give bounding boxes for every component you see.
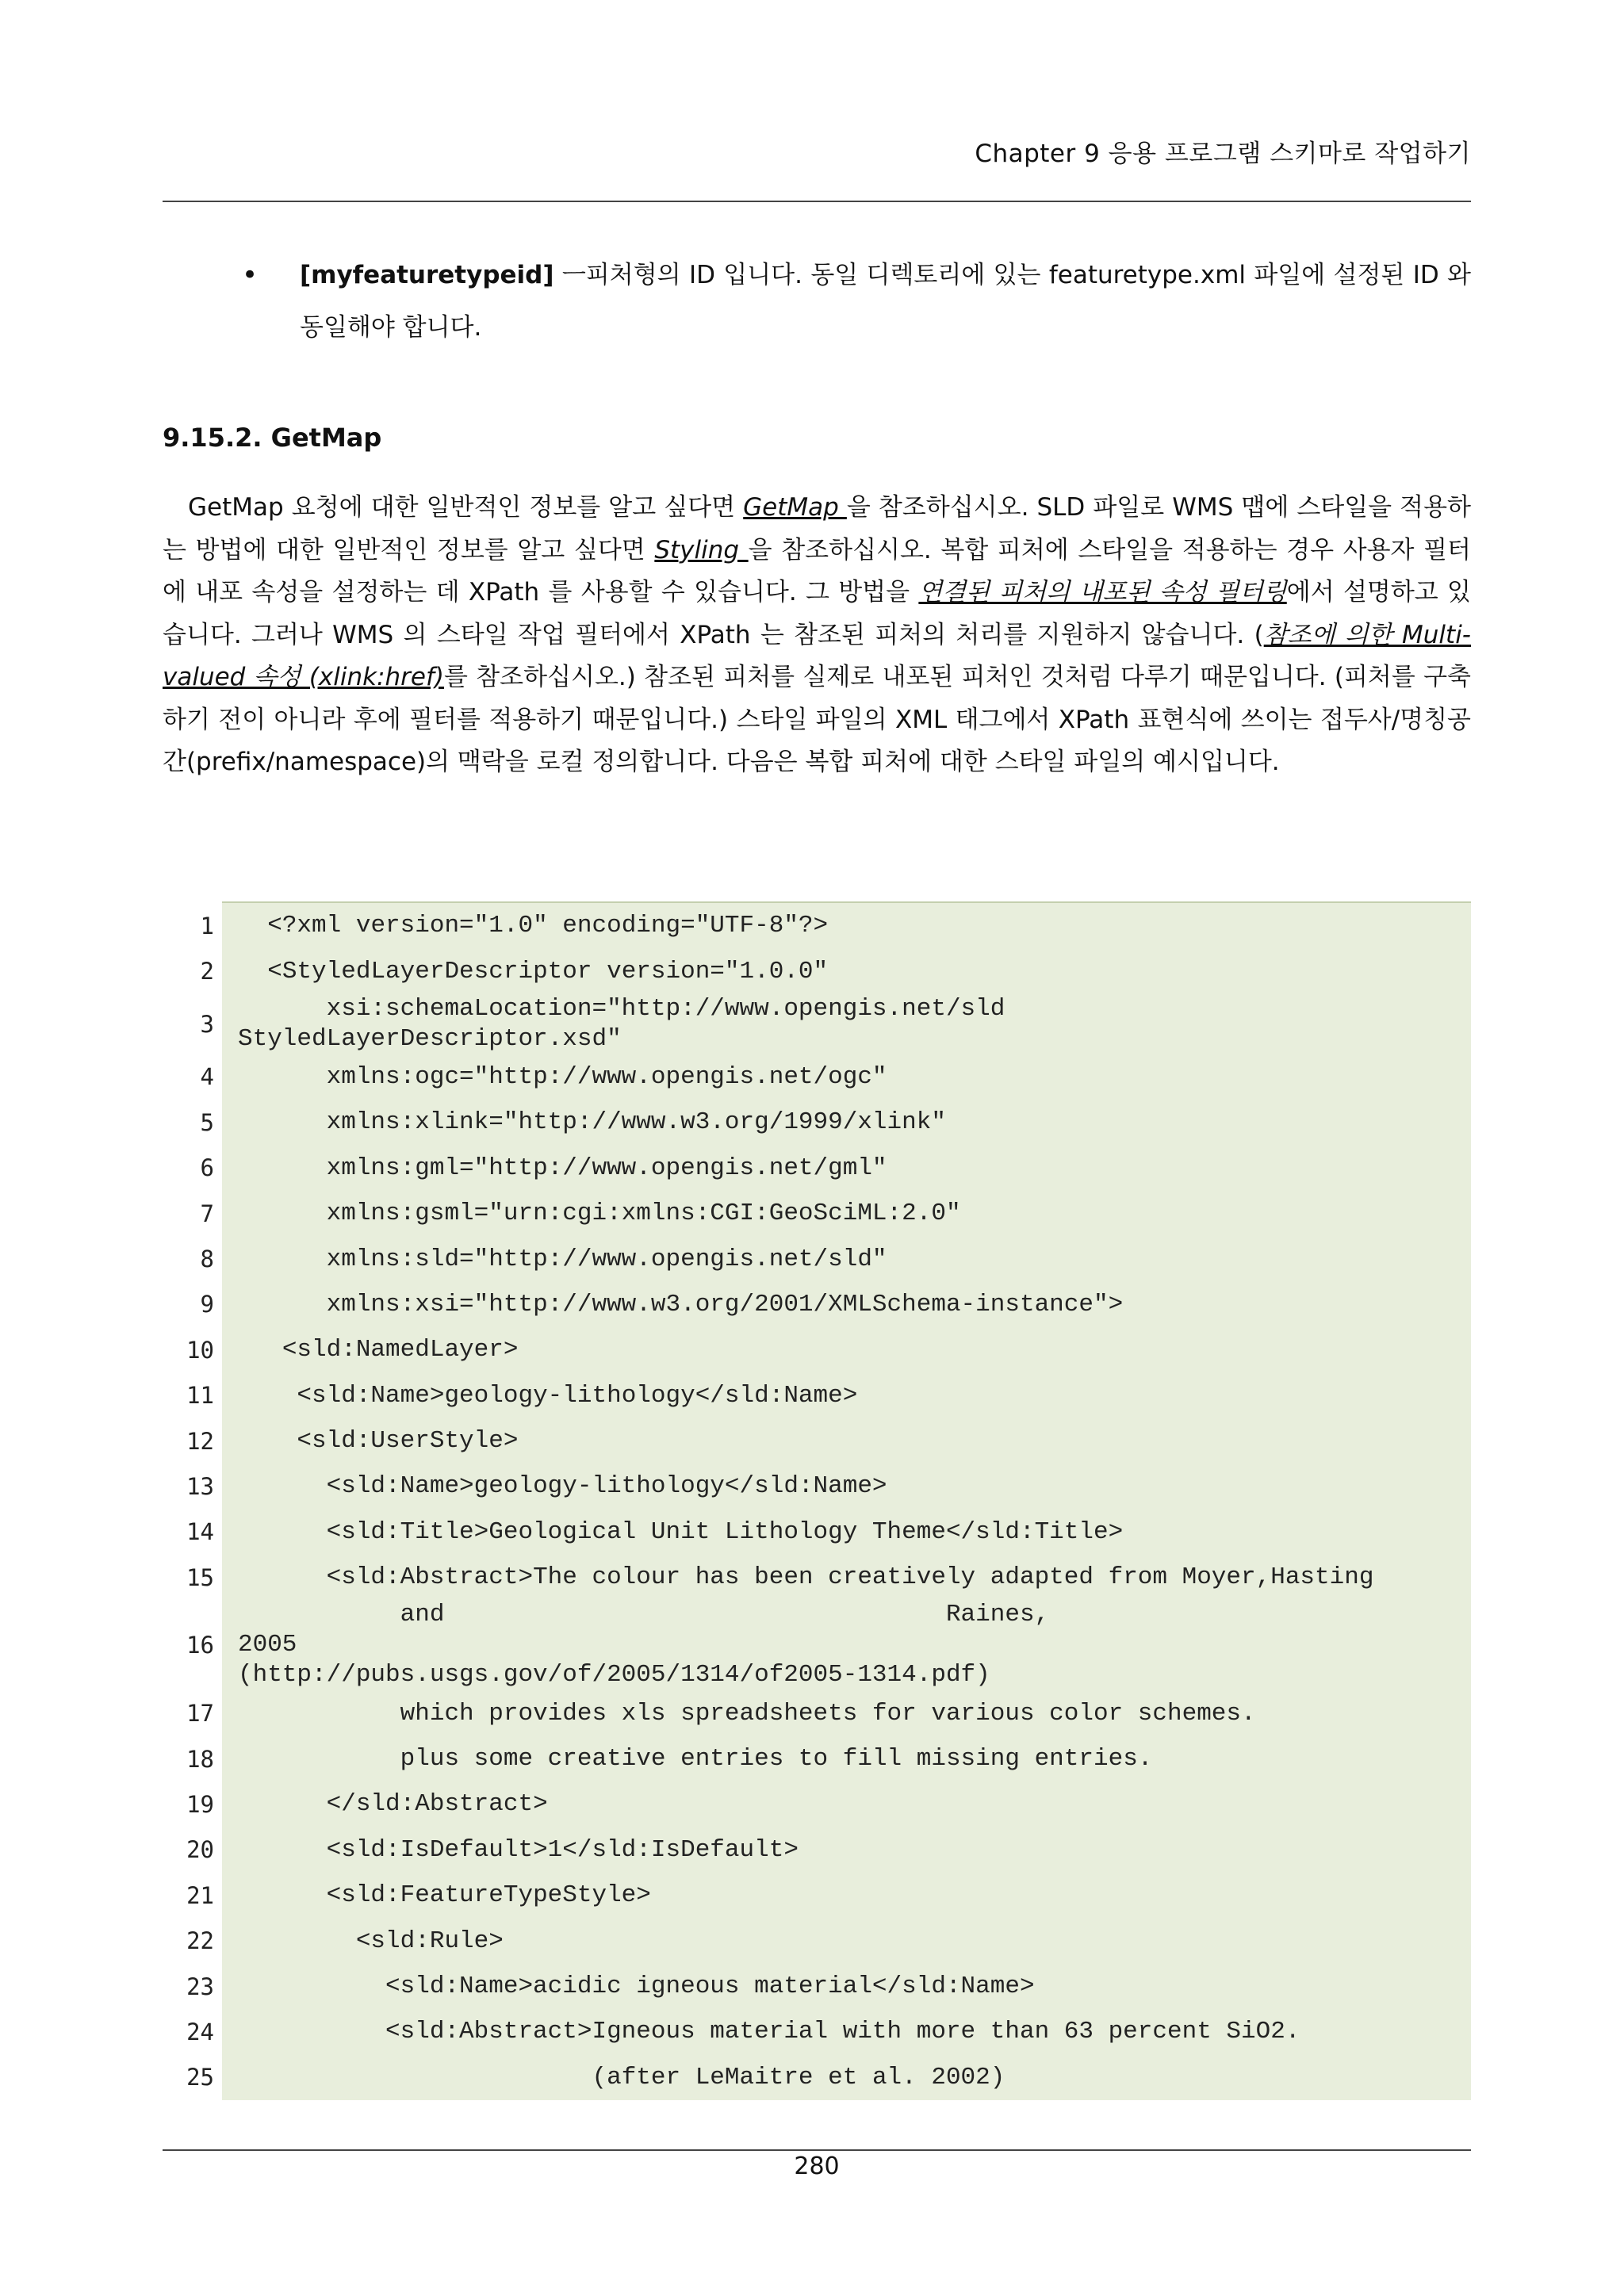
page-number: 280 (794, 2152, 840, 2180)
code-text: <sld:IsDefault>1</sld:IsDefault> (222, 1827, 1471, 1873)
line-number: 17 (186, 1700, 214, 1728)
page-header: Chapter 9 응용 프로그램 스키마로 작업하기 (975, 140, 1471, 168)
line-number: 4 (200, 1063, 214, 1091)
bullet-description: ㅡ피처형의 ID 입니다. 동일 디렉토리에 있는 featuretype.xml 파일에 설정된 ID 와 동일해야 합니다. (300, 261, 1471, 342)
link-nested-attribute-filtering[interactable]: 연결된 피처의 내포된 속성 필터링 (918, 578, 1287, 607)
code-line (163, 1146, 1471, 1191)
line-number: 11 (186, 1382, 214, 1410)
code-line (163, 1781, 1471, 1827)
code-line (163, 1510, 1471, 1555)
code-line (163, 1555, 1471, 1600)
code-text: and Raines, 2005 (http://pubs.usgs.gov/of/2005/1314/of2005-1314.pdf) (222, 1600, 1471, 1690)
line-number: 21 (186, 1881, 214, 1909)
footer-rule (163, 2149, 1471, 2151)
code-line (163, 1964, 1471, 2009)
code-line (163, 2055, 1471, 2100)
bullet-item (242, 249, 1471, 354)
code-text: xmlns:xsi="http://www.w3.org/2001/XMLSchema-instance"> (222, 1282, 1471, 1327)
code-line (163, 1600, 1471, 1690)
line-number: 12 (186, 1427, 214, 1455)
line-number: 23 (186, 1973, 214, 2000)
line-number: 18 (186, 1745, 214, 1773)
line-number: 3 (200, 1010, 214, 1038)
code-listing (163, 901, 1471, 2100)
code-line (163, 1236, 1471, 1281)
line-number: 8 (200, 1246, 214, 1273)
code-text: (after LeMaitre et al. 2002) (222, 2055, 1471, 2100)
line-number: 14 (186, 1518, 214, 1546)
code-line (163, 1282, 1471, 1327)
code-line (163, 1736, 1471, 1781)
code-line (163, 2009, 1471, 2054)
code-line (163, 994, 1471, 1054)
code-line (163, 1464, 1471, 1509)
code-rows (163, 903, 1471, 2100)
link-styling[interactable]: Styling (654, 535, 749, 564)
code-line (163, 1373, 1471, 1418)
code-text: which provides xls spreadsheets for various color schemes. (222, 1690, 1471, 1735)
line-number: 6 (200, 1154, 214, 1182)
line-number: 25 (186, 2064, 214, 2091)
code-line (163, 903, 1471, 948)
link-getmap[interactable]: GetMap (743, 493, 847, 522)
code-text: xmlns:gml="http://www.opengis.net/gml" (222, 1146, 1471, 1191)
code-text: <sld:UserStyle> (222, 1418, 1471, 1464)
code-line (163, 1690, 1471, 1735)
code-line (163, 948, 1471, 993)
line-number: 15 (186, 1563, 214, 1591)
code-text: xsi:schemaLocation="http://www.opengis.net/sld StyledLayerDescriptor.xsd" (222, 994, 1471, 1054)
code-line (163, 1054, 1471, 1100)
bullet-dot-icon: • (242, 259, 259, 291)
paragraph-text: 을 참조하십시오. 복합 피처에 스타일을 적용하는 경우 사용자 필터에 내포 속성을 설정하는 데 XPath 를 사용할 수 있습니다. 그 방법을 (163, 535, 1471, 607)
line-number: 10 (186, 1336, 214, 1364)
line-number: 24 (186, 2018, 214, 2045)
paragraph-text: 에서 설명하고 있습니다. 그러나 WMS 의 스타일 작업 필터에서 XPath 는 참조된 피처의 처리를 지원하지 않습니다. ( (163, 578, 1471, 649)
section-title: 9.15.2. GetMap (163, 423, 382, 453)
paragraph-text: GetMap 요청에 대한 일반적인 정보를 알고 싶다면 (188, 493, 744, 522)
code-text: <sld:FeatureTypeStyle> (222, 1873, 1471, 1918)
code-line (163, 1191, 1471, 1236)
code-text: <sld:Name>geology-lithology</sld:Name> (222, 1464, 1471, 1509)
code-text: <sld:NamedLayer> (222, 1327, 1471, 1372)
code-line (163, 1327, 1471, 1372)
body-paragraph (163, 487, 1471, 784)
bullet-text (300, 249, 1471, 354)
line-number: 5 (200, 1108, 214, 1136)
line-number: 16 (186, 1632, 214, 1659)
code-line (163, 1918, 1471, 1963)
code-text: <sld:Abstract>Igneous material with more than 63 percent SiO2. (222, 2009, 1471, 2054)
code-line (163, 1100, 1471, 1145)
paragraph-text: 을 참조하십시오. SLD 파일로 WMS 맵에 스타일을 적용하는 방법에 대한 일반적인 정보를 알고 싶다면 (163, 493, 1472, 564)
header-rule (163, 201, 1471, 202)
code-text: </sld:Abstract> (222, 1781, 1471, 1827)
code-text: xmlns:xlink="http://www.w3.org/1999/xlink" (222, 1100, 1471, 1145)
code-text: <sld:Rule> (222, 1918, 1471, 1963)
paragraph-text: 를 참조하십시오.) 참조된 피처를 실제로 내포된 피처인 것처럼 다루기 때문입니다. (피처를 구축하기 전이 아니라 후에 필터를 적용하기 때문입니다.) 스타일 파일의 XML 태그에서 XPath 표현식에 쓰이는 접두사/명칭공간(prefix/namespace)의 맥락을 로컬 정의합니다. 다음은 복합 피처에 대한 스타일 파일의 예시입니다. (163, 663, 1471, 776)
code-text: xmlns:ogc="http://www.opengis.net/ogc" (222, 1054, 1471, 1100)
code-text: <sld:Name>geology-lithology</sld:Name> (222, 1373, 1471, 1418)
code-text: xmlns:sld="http://www.opengis.net/sld" (222, 1236, 1471, 1281)
code-text: <sld:Abstract>The colour has been creatively adapted from Moyer,Hasting (222, 1555, 1471, 1600)
line-number: 22 (186, 1927, 214, 1955)
line-number: 20 (186, 1836, 214, 1864)
line-number: 9 (200, 1291, 214, 1318)
line-number: 7 (200, 1200, 214, 1227)
code-text: <?xml version="1.0" encoding="UTF-8"?> (222, 903, 1471, 948)
line-number: 1 (200, 912, 214, 939)
line-number: 2 (200, 958, 214, 985)
link-multi-valued-attributes[interactable]: 참조에 의한 Multi-valued 속성 (xlink:href) (163, 620, 1471, 691)
line-number: 13 (186, 1472, 214, 1500)
code-text: <sld:Name>acidic igneous material</sld:Name> (222, 1964, 1471, 2009)
code-text: plus some creative entries to fill missing entries. (222, 1736, 1471, 1781)
code-line (163, 1827, 1471, 1873)
line-number: 19 (186, 1790, 214, 1818)
code-text: xmlns:gsml="urn:cgi:xmlns:CGI:GeoSciML:2.0" (222, 1191, 1471, 1236)
bullet-term: [myfeaturetypeid] (300, 261, 554, 289)
code-line (163, 1873, 1471, 1918)
code-line (163, 1418, 1471, 1464)
code-text: <sld:Title>Geological Unit Lithology Theme</sld:Title> (222, 1510, 1471, 1555)
code-text: <StyledLayerDescriptor version="1.0.0" (222, 948, 1471, 993)
